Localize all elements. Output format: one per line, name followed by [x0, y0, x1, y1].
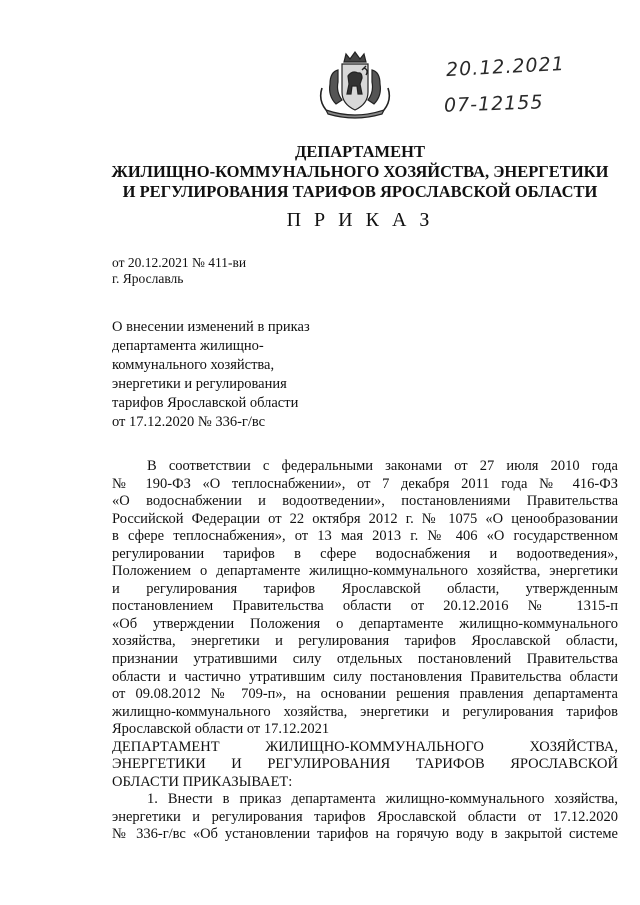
body-line: ДЕПАРТАМЕНТ ЖИЛИЩНО-КОММУНАЛЬНОГО ХОЗЯЙСТВА,	[112, 738, 618, 755]
department-name-line-3: И РЕГУЛИРОВАНИЯ ТАРИФОВ ЯРОСЛАВСКОЙ ОБЛАСТИ	[122, 182, 598, 201]
body-line: регулировании тарифов в сфере водоснабжения и водоотведения»,	[112, 545, 618, 562]
body-line: «Об утверждении Положения о департаменте жилищно-коммунального	[112, 615, 618, 632]
subject-line: от 17.12.2020 № 336-г/вс	[112, 414, 266, 430]
body-line: от 09.08.2012 № 709-п», на основании решения правления департамента	[112, 686, 618, 703]
body-line: 1. Внести в приказ департамента жилищно-коммунального хозяйства,	[147, 791, 618, 808]
body-line: энергетики и регулирования тарифов Ярославской области от 17.12.2020	[112, 808, 618, 825]
body-line: Российской Федерации от 22 октября 2012 г. № 1075 «О ценообразовании	[112, 510, 618, 527]
body-line: области и частично утратившим силу постановления Правительства области	[112, 668, 618, 685]
body-line: в сфере теплоснабжения», от 13 мая 2013 г. № 406 «О государственном	[112, 528, 618, 545]
body-line: № 336-г/вс «Об установлении тарифов на горячую воду в закрытой системе	[112, 826, 618, 843]
order-subject	[112, 318, 342, 432]
order-city: г. Ярославль	[112, 271, 184, 286]
order-body	[112, 458, 618, 844]
document-type-title: П Р И К А З	[286, 209, 434, 231]
body-line: В соответствии с федеральными законами от 27 июля 2010 года	[147, 458, 618, 474]
body-line: жилищно-коммунального хозяйства, энергетики и регулирования тарифов	[112, 703, 618, 720]
order-reference: от 20.12.2021 № 411-ви	[112, 255, 247, 270]
registration-number-handwritten: 07-12155	[443, 91, 544, 117]
body-line: № 190-ФЗ «О теплоснабжении», от 7 декабря 2011 года № 416-ФЗ	[112, 475, 618, 492]
department-name-line-1: ДЕПАРТАМЕНТ	[295, 142, 425, 161]
registration-date-handwritten: 20.12.2021	[445, 52, 566, 82]
department-name-line-2: ЖИЛИЩНО-КОММУНАЛЬНОГО ХОЗЯЙСТВА, ЭНЕРГЕТИКИ	[111, 162, 609, 181]
subject-line: департамента жилищно-	[112, 338, 264, 354]
subject-line: коммунального хозяйства,	[112, 357, 275, 373]
body-line: признании утратившими силу отдельных постановлений Правительства	[112, 651, 618, 668]
body-line: Положением о департаменте жилищно-коммунального хозяйства, энергетики	[112, 563, 618, 580]
subject-line: тарифов Ярославской области	[112, 395, 299, 411]
body-line: ЭНЕРГЕТИКИ И РЕГУЛИРОВАНИЯ ТАРИФОВ ЯРОСЛАВСКОЙ	[112, 756, 618, 773]
body-line: ОБЛАСТИ ПРИКАЗЫВАЕТ:	[112, 773, 293, 790]
body-line: Ярославской области от 17.12.2021	[112, 721, 330, 738]
subject-line: О внесении изменений в приказ	[112, 319, 310, 335]
body-line: «О водоснабжении и водоотведении», постановлениями Правительства	[112, 493, 618, 510]
subject-line: энергетики и регулирования	[112, 376, 287, 392]
body-line: постановлением Правительства области от 20.12.2016 № 1315-п	[112, 598, 618, 615]
coat-of-arms-icon	[312, 48, 398, 120]
body-line: и регулирования тарифов Ярославской области, утвержденным	[112, 580, 618, 597]
body-line: хозяйства, энергетики и регулирования тарифов Ярославской области,	[112, 633, 618, 650]
